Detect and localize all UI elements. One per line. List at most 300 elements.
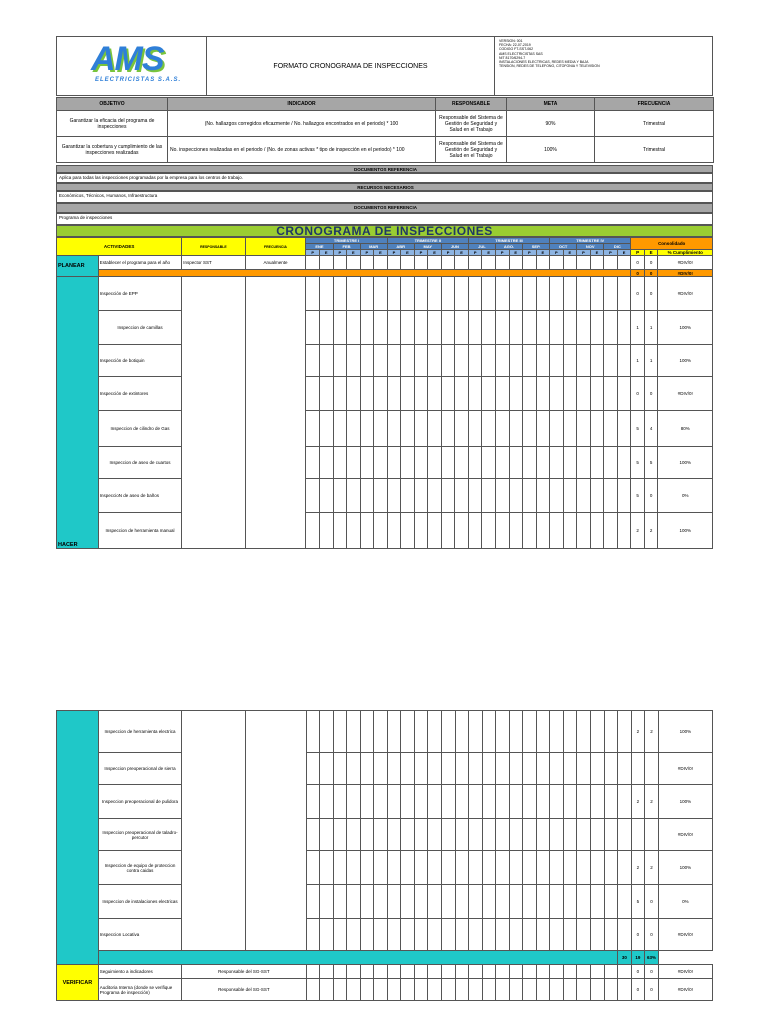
schedule-cell (306, 447, 320, 479)
schedule-cell (617, 256, 631, 270)
schedule-cell (333, 377, 347, 411)
planned-total: 0 (631, 270, 645, 277)
schedule-cell (523, 851, 537, 885)
schedule-cell (550, 513, 564, 549)
schedule-cell (374, 919, 388, 951)
schedule-cell (495, 311, 509, 345)
schedule-cell (618, 965, 632, 979)
table-row (57, 965, 713, 979)
schedule-cell (590, 885, 604, 919)
schedule-cell (306, 711, 320, 753)
schedule-cell (496, 785, 510, 819)
frequency-cell (245, 277, 306, 549)
schedule-cell (577, 311, 591, 345)
schedule-cell (563, 377, 577, 411)
schedule-cell (496, 885, 510, 919)
month-header: MAR (360, 244, 387, 250)
schedule-cell (347, 411, 361, 447)
table-row (57, 951, 713, 965)
schedule-cell (387, 345, 401, 377)
schedule-cell (360, 919, 374, 951)
schedule-cell (536, 377, 550, 411)
schedule-cell (306, 965, 320, 979)
schedule-cell (590, 311, 604, 345)
schedule-cell (550, 411, 564, 447)
responsible-cell: Responsable del Sistema de Gestión de Seguridad y Salud en el Trabajo (436, 111, 507, 137)
schedule-cell (509, 311, 523, 345)
executed-total: 0 (644, 270, 658, 277)
schedule-cell (360, 851, 374, 885)
schedule-cell (319, 377, 333, 411)
month-header: ABR (387, 244, 414, 250)
schedule-cell (414, 965, 428, 979)
responsible-cell: Responsable del SG-SST (182, 979, 306, 1001)
schedule-cell (604, 411, 618, 447)
schedule-cell (306, 411, 320, 447)
table-row (57, 270, 713, 277)
goal-cell: 100% (507, 137, 595, 163)
schedule-cell (590, 711, 604, 753)
schedule-cell (468, 411, 482, 447)
schedule-cell (347, 311, 361, 345)
doc-reference-text: Programa de inspecciones (56, 213, 713, 225)
schedule-cell (617, 377, 631, 411)
schedule-cell (577, 979, 591, 1001)
schedule-cell (387, 979, 401, 1001)
schedule-cell (482, 256, 496, 270)
table-row (57, 311, 713, 345)
responsible-cell (182, 711, 245, 951)
schedule-cell (455, 753, 469, 785)
schedule-cell (590, 785, 604, 819)
schedule-cell (469, 785, 483, 819)
schedule-cell (536, 965, 550, 979)
schedule-cell (509, 479, 523, 513)
schedule-cell (604, 256, 618, 270)
schedule-cell (523, 277, 537, 311)
compliance-value: #DIV/0! (658, 277, 713, 311)
schedule-cell (441, 377, 455, 411)
schedule-cell (414, 479, 428, 513)
planned-header: P (441, 250, 455, 256)
schedule-cell (604, 919, 618, 951)
executed-value (645, 819, 659, 851)
schedule-cell (414, 277, 428, 311)
schedule-cell (523, 479, 537, 513)
objective-cell: Garantizar la eficacia del programa de inspecciones (57, 111, 168, 137)
schedule-cell (387, 479, 401, 513)
schedule-cell (495, 256, 509, 270)
schedule-cell (441, 753, 455, 785)
schedule-cell (333, 311, 347, 345)
activity-cell: Inspeccion de instalaciones electricas (98, 885, 182, 919)
schedule-cell (577, 919, 591, 951)
compliance-header: % Cumplimiento (658, 250, 713, 256)
schedule-cell (455, 311, 469, 345)
schedule-cell (441, 979, 455, 1001)
objectives-header: INDICADOR (168, 98, 436, 111)
planned-value: 2 (631, 851, 645, 885)
schedule-cell (428, 919, 442, 951)
schedule-cell (618, 753, 632, 785)
schedule-cell (347, 513, 361, 549)
schedule-cell (550, 377, 564, 411)
schedule-cell (509, 447, 523, 479)
planned-value: 2 (631, 513, 645, 549)
activity-cell: Inspección de extintores (98, 377, 182, 411)
schedule-cell (455, 819, 469, 851)
schedule-cell (347, 819, 361, 851)
compliance-value: #DIV/0! (658, 256, 713, 270)
schedule-cell (374, 979, 388, 1001)
document-title: FORMATO CRONOGRAMA DE INSPECCIONES (207, 37, 495, 95)
objectives-header: FRECUENCIA (595, 98, 714, 111)
phase-planear: PLANEAR (57, 256, 99, 277)
table-row (57, 479, 713, 513)
schedule-cell (577, 377, 591, 411)
schedule-cell (536, 479, 550, 513)
schedule-cell (306, 851, 320, 885)
schedule-cell (563, 919, 577, 951)
activity-cell: Inspeccion Locativa (98, 919, 182, 951)
activity-cell: Inspeccion preoperacional de sierra (98, 753, 182, 785)
schedule-cell (333, 479, 347, 513)
schedule-cell (414, 919, 428, 951)
table-row (57, 851, 713, 885)
schedule-cell (360, 785, 374, 819)
schedule-cell (509, 785, 523, 819)
schedule-cell (455, 345, 469, 377)
schedule-cell (482, 965, 496, 979)
schedule-cell (482, 277, 496, 311)
schedule-cell (347, 965, 361, 979)
schedule-cell (428, 753, 442, 785)
schedule-cell (441, 256, 455, 270)
schedule-cell (333, 965, 347, 979)
schedule-cell (563, 785, 577, 819)
schedule-cell (590, 447, 604, 479)
schedule-cell (604, 711, 618, 753)
schedule-cell (523, 411, 537, 447)
schedule-cell (563, 753, 577, 785)
schedule-cell (604, 479, 618, 513)
schedule-cell (455, 411, 469, 447)
schedule-cell (563, 851, 577, 885)
indicator-cell: (No. hallazgos corregidos eficazmente / No. hallazgos encontrados en el periodo) * 100 (168, 111, 436, 137)
planned-value: 0 (631, 256, 645, 270)
objectives-header: OBJETIVO (57, 98, 168, 111)
month-header: AGO. (495, 244, 522, 250)
executed-value: 1 (644, 311, 658, 345)
logo-subtitle: ELECTRICISTAS S.A.S. (95, 77, 182, 83)
schedule-cell (523, 311, 537, 345)
schedule-cell (319, 256, 333, 270)
schedule-cell (590, 919, 604, 951)
planned-value: 2 (631, 711, 645, 753)
schedule-cell (428, 311, 442, 345)
schedule-cell (428, 711, 442, 753)
schedule-cell (333, 277, 347, 311)
schedule-cell (374, 256, 388, 270)
schedule-cell (617, 277, 631, 311)
doc-reference-heading: DOCUMENTOS REFERENCIA (56, 165, 713, 173)
schedule-cell (374, 851, 388, 885)
activity-cell: Inspeccion de herramienta electrica (98, 711, 182, 753)
schedule-cell (468, 345, 482, 377)
table-row (57, 277, 713, 311)
schedule-cell (604, 785, 618, 819)
month-header: ENE (306, 244, 333, 250)
schedule-cell (414, 256, 428, 270)
schedule-cell (482, 851, 496, 885)
schedule-cell (550, 785, 564, 819)
schedule-cell (523, 447, 537, 479)
schedule-cell (441, 345, 455, 377)
document-header (56, 36, 713, 96)
schedule-cell (441, 919, 455, 951)
schedule-cell (441, 785, 455, 819)
document-info-line: FECHA: 22-07-2019 (499, 43, 531, 48)
schedule-cell (536, 979, 550, 1001)
schedule-cell (509, 711, 523, 753)
executed-header: E (374, 250, 388, 256)
schedule-cell (482, 411, 496, 447)
schedule-cell (360, 411, 374, 447)
schedule-cell (306, 311, 320, 345)
schedule-cell (306, 819, 320, 851)
planned-value: 1 (631, 345, 645, 377)
schedule-cell (590, 979, 604, 1001)
schedule-cell (347, 711, 361, 753)
schedule-cell (495, 513, 509, 549)
schedule-cell (414, 411, 428, 447)
schedule-cell (563, 311, 577, 345)
schedule-cell (482, 479, 496, 513)
planned-header: P (387, 250, 401, 256)
schedule-cell (509, 965, 523, 979)
schedule-cell (401, 411, 415, 447)
schedule-cell (306, 919, 320, 951)
doc-reference-heading: DOCUMENTOS REFERENCIA (56, 203, 713, 213)
table-row (57, 979, 713, 1001)
schedule-cell (536, 513, 550, 549)
schedule-cell (401, 311, 415, 345)
schedule-cell (604, 885, 618, 919)
schedule-cell (455, 919, 469, 951)
schedule-cell (347, 851, 361, 885)
schedule-cell (347, 447, 361, 479)
schedule-cell (536, 885, 550, 919)
document-info-line: TENSION, REDES DE TELEFONO, CITOFONIA Y TELEVISION (499, 64, 600, 69)
executed-value: 0 (644, 479, 658, 513)
schedule-cell (617, 447, 631, 479)
executed-value: 2 (645, 785, 659, 819)
schedule-cell (523, 753, 537, 785)
schedule-cell (428, 256, 442, 270)
schedule-cell (550, 851, 564, 885)
compliance-total: #DIV/0! (658, 270, 713, 277)
schedule-cell (468, 447, 482, 479)
schedule-cell (550, 979, 564, 1001)
executed-value: 0 (644, 277, 658, 311)
schedule-cell (495, 411, 509, 447)
schedule-cell (604, 447, 618, 479)
schedule-cell (523, 256, 537, 270)
schedule-cell (306, 377, 320, 411)
quarter-header: TRIMESTRE I (306, 238, 387, 244)
schedule-cell (401, 447, 415, 479)
schedule-cell (563, 256, 577, 270)
frequency-cell: Anualmente (245, 256, 306, 270)
schedule-cell (441, 711, 455, 753)
document-info-line: INSTALACIONES ELECTRICAS, REDES MEDIA Y BAJA (499, 60, 589, 65)
consolidated-header: Consolidado (631, 238, 713, 250)
schedule-cell (496, 919, 510, 951)
schedule-cell (374, 819, 388, 851)
executed-value: 0 (645, 979, 659, 1001)
executed-value: 5 (644, 447, 658, 479)
planned-header: P (495, 250, 509, 256)
planned-value: 0 (631, 377, 645, 411)
activity-cell: Inspeccion de cilindro de Gas (98, 411, 182, 447)
compliance-value: 100% (658, 345, 713, 377)
executed-value: 0 (644, 256, 658, 270)
schedule-cell (523, 377, 537, 411)
compliance-value: #DIV/0! (658, 819, 712, 851)
schedule-cell (577, 411, 591, 447)
schedule-cell (590, 411, 604, 447)
schedule-cell (618, 851, 632, 885)
schedule-cell (577, 345, 591, 377)
planned-header: P (631, 250, 645, 256)
schedule-cell (320, 979, 334, 1001)
compliance-total: 63% (645, 951, 659, 965)
schedule-cell (455, 885, 469, 919)
document-info (495, 39, 713, 68)
schedule-cell (604, 851, 618, 885)
schedule-cell (387, 277, 401, 311)
schedule-cell (319, 479, 333, 513)
schedule-table (56, 237, 713, 549)
schedule-cell (618, 919, 632, 951)
schedule-cell (617, 311, 631, 345)
schedule-cell (428, 411, 442, 447)
schedule-cell (590, 965, 604, 979)
schedule-cell (387, 411, 401, 447)
schedule-cell (414, 885, 428, 919)
executed-header: E (509, 250, 523, 256)
schedule-cell (563, 711, 577, 753)
schedule-cell (319, 345, 333, 377)
quarter-header: TRIMESTRE III (468, 238, 549, 244)
schedule-cell (523, 919, 537, 951)
schedule-cell (347, 885, 361, 919)
schedule-cell (482, 345, 496, 377)
schedule-cell (374, 965, 388, 979)
schedule-cell (333, 785, 347, 819)
schedule-cell (577, 851, 591, 885)
executed-header: E (482, 250, 496, 256)
schedule-cell (414, 711, 428, 753)
schedule-cell (536, 753, 550, 785)
schedule-cell (333, 447, 347, 479)
document-info-line: CODIGO FT-SST-062 (499, 47, 534, 52)
schedule-cell (590, 513, 604, 549)
month-header: JUL (468, 244, 495, 250)
schedule-cell (469, 711, 483, 753)
schedule-cell (401, 345, 415, 377)
table-row (57, 513, 713, 549)
schedule-cell (536, 277, 550, 311)
schedule-cell (482, 919, 496, 951)
planear-total-bar (98, 270, 631, 277)
indicator-cell: No. inspecciones realizadas en el periodo / (No. de zonas activas * tipo de inspección en el periodo) * 100 (168, 137, 436, 163)
schedule-cell (374, 785, 388, 819)
schedule-cell (468, 311, 482, 345)
planned-total: 30 (618, 951, 632, 965)
schedule-cell (414, 819, 428, 851)
schedule-cell (509, 919, 523, 951)
schedule-cell (414, 345, 428, 377)
schedule-cell (387, 851, 401, 885)
schedule-cell (550, 345, 564, 377)
executed-value (645, 753, 659, 785)
schedule-cell (387, 256, 401, 270)
schedule-table-continued (56, 710, 713, 1001)
resources-heading: RECURSOS NECESARIOS (56, 183, 713, 191)
schedule-cell (387, 965, 401, 979)
schedule-cell (320, 753, 334, 785)
activity-cell: Inspeccion preoperacional de taladro-percutor (98, 819, 182, 851)
executed-header: E (644, 250, 658, 256)
planned-value: 2 (631, 785, 645, 819)
schedule-cell (577, 885, 591, 919)
schedule-cell (604, 753, 618, 785)
schedule-cell (333, 979, 347, 1001)
executed-value: 0 (645, 885, 659, 919)
schedule-cell (590, 819, 604, 851)
schedule-cell (536, 411, 550, 447)
schedule-cell (347, 377, 361, 411)
schedule-cell (401, 979, 415, 1001)
schedule-cell (577, 965, 591, 979)
planned-header: P (306, 250, 320, 256)
schedule-cell (360, 311, 374, 345)
executed-header: E (536, 250, 550, 256)
schedule-cell (441, 277, 455, 311)
schedule-cell (604, 965, 618, 979)
schedule-cell (320, 851, 334, 885)
doc-reference-text: Aplica para todas las inspecciones programadas por la empresa para los centros de trabajo. (56, 173, 713, 183)
schedule-cell (563, 479, 577, 513)
planned-header: P (604, 250, 618, 256)
schedule-cell (320, 785, 334, 819)
schedule-cell (496, 851, 510, 885)
schedule-cell (455, 711, 469, 753)
schedule-cell (604, 345, 618, 377)
schedule-cell (374, 711, 388, 753)
schedule-cell (604, 311, 618, 345)
planned-header: P (550, 250, 564, 256)
schedule-cell (401, 819, 415, 851)
schedule-cell (306, 479, 320, 513)
executed-header: E (428, 250, 442, 256)
schedule-cell (509, 513, 523, 549)
schedule-cell (401, 513, 415, 549)
schedule-cell (360, 753, 374, 785)
schedule-cell (468, 479, 482, 513)
month-header: OCT (550, 244, 577, 250)
